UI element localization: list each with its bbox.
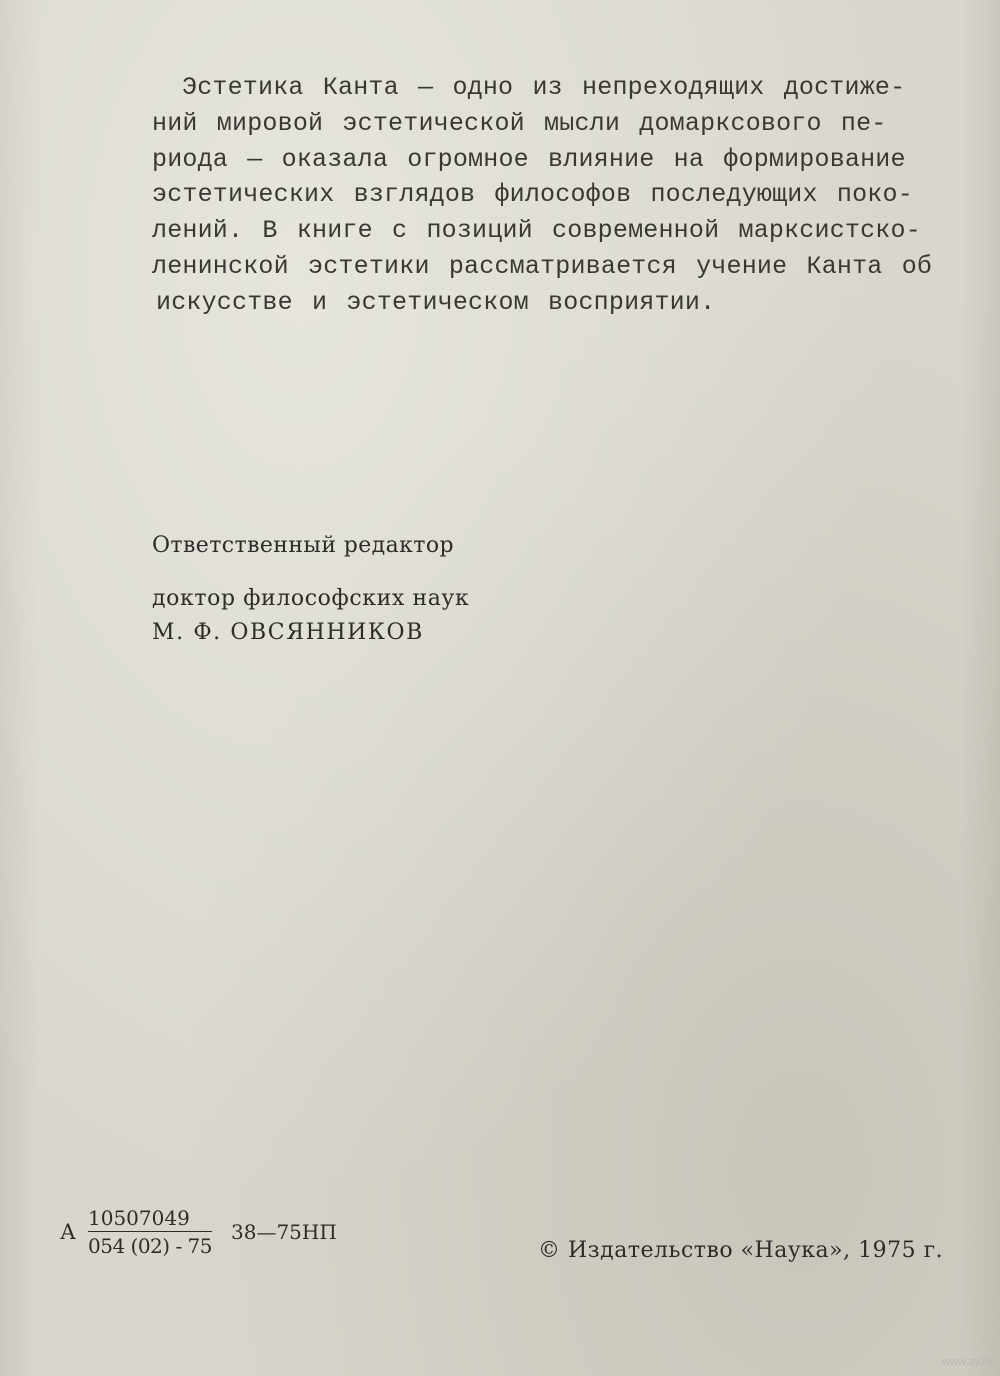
- watermark: www.ay.by: [942, 1356, 994, 1368]
- abstract-line: эстетических взглядов философов последующих поко-: [152, 180, 913, 210]
- catalog-code-numerator: 10507049: [88, 1206, 212, 1232]
- abstract-paragraph: [152, 70, 933, 321]
- catalog-code-letter: А: [60, 1220, 76, 1244]
- catalog-code-fraction: [88, 1206, 212, 1258]
- abstract-line: ний мировой эстетической мысли домарксового пе-: [152, 108, 887, 138]
- abstract-line: искусстве и эстетическом восприятии.: [156, 287, 716, 317]
- catalog-code-denominator: 054 (02) - 75: [88, 1234, 213, 1258]
- abstract-line: риода — оказала огромное влияние на формирование: [152, 144, 906, 174]
- editor-name: М. Ф. ОВСЯННИКОВ: [152, 620, 424, 645]
- abstract-line: Эстетика Канта — одно из непреходящих достиже-: [182, 73, 906, 102]
- abstract-line: лений. В книге с позиций современной марксистско-: [152, 216, 921, 246]
- copyright-notice: © Издательство «Наука», 1975 г.: [538, 1238, 944, 1263]
- abstract-line: ленинской эстетики рассматривается учение Канта об: [152, 251, 933, 281]
- editor-label: Ответственный редактор: [152, 533, 454, 558]
- catalog-code-suffix: 38—75НП: [231, 1220, 337, 1244]
- editor-degree: доктор философских наук: [152, 586, 470, 611]
